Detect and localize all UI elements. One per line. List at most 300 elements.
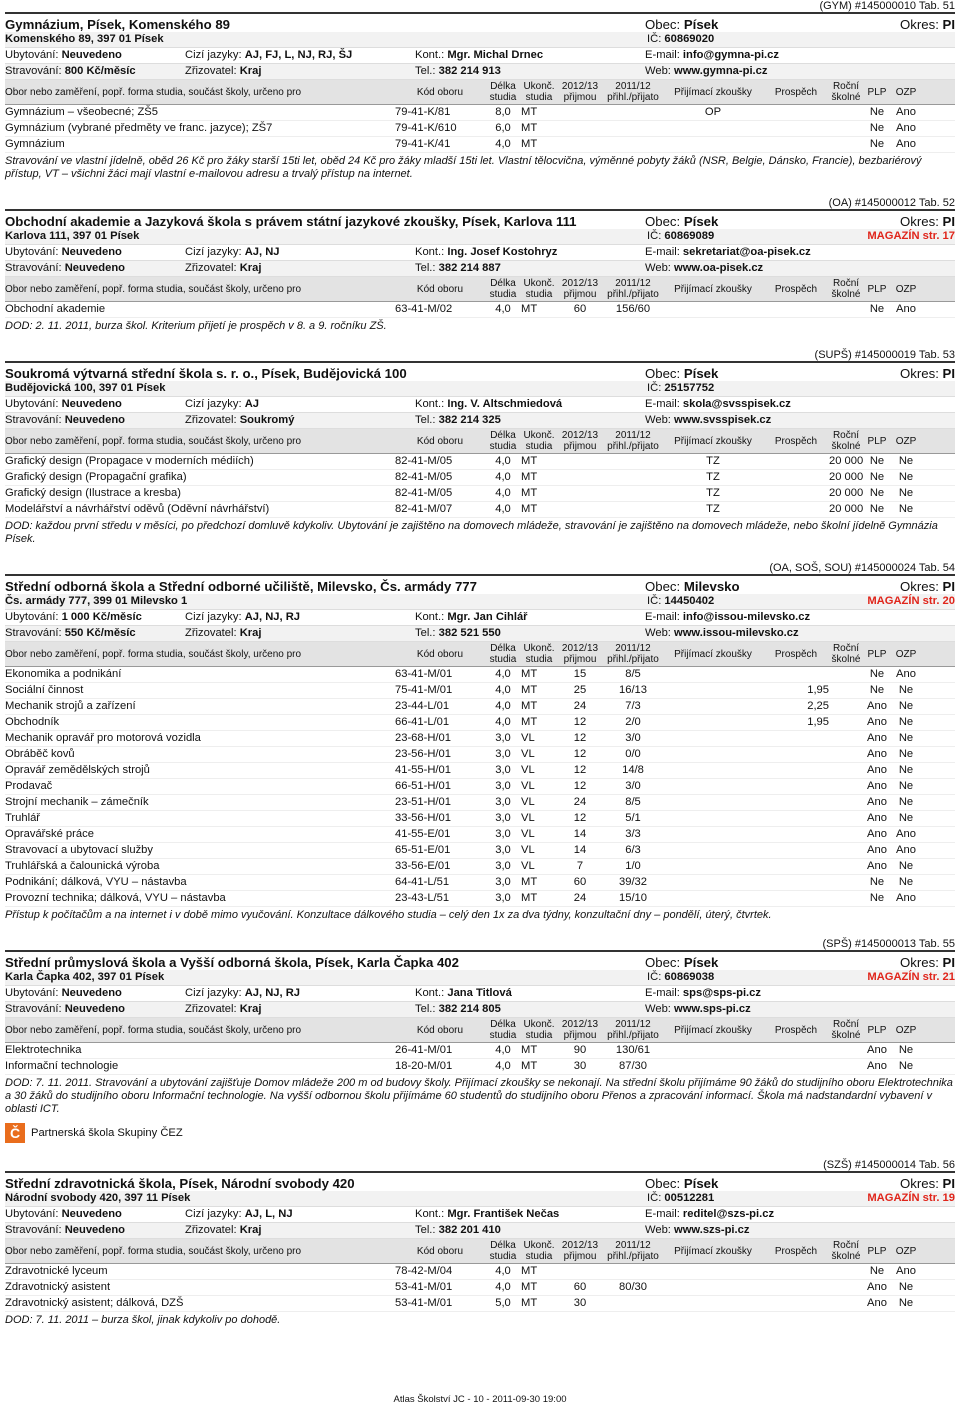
table-cell-dl: 4,0 xyxy=(495,684,511,696)
table-cell-plp: Ano xyxy=(867,716,887,728)
table-cell-ozp: Ne xyxy=(898,487,914,499)
school-title-row xyxy=(5,361,955,381)
kontakt-value: Mgr. František Nečas xyxy=(447,1208,560,1220)
table-cell-name: Sociální činnost xyxy=(5,684,84,696)
ubytovani xyxy=(5,48,185,63)
email-link[interactable]: info@issou-milevsko.cz xyxy=(682,611,811,623)
contact-row-2 xyxy=(5,626,955,642)
table-cell-pz: TZ xyxy=(706,455,720,467)
kontakt-label: Kont.: xyxy=(415,987,448,999)
table-cell-pz: TZ xyxy=(706,487,720,499)
web-link[interactable]: www.oa-pisek.cz xyxy=(674,262,764,274)
ic xyxy=(647,229,835,244)
kontakt xyxy=(415,610,645,625)
kontakt-label: Kont.: xyxy=(415,49,448,61)
contact-row-2 xyxy=(5,261,955,277)
obec-label: Obec: xyxy=(645,366,684,381)
table-cell-ozp: Ne xyxy=(898,1060,914,1072)
table-cell-rs xyxy=(829,779,863,794)
table-row xyxy=(5,747,955,763)
kontakt xyxy=(415,245,645,260)
web-link[interactable]: www.issou-milevsko.cz xyxy=(674,627,799,639)
table-cell-rs xyxy=(829,1264,863,1279)
header-obor: Obor nebo zaměření, popř. forma studia, součást školy, určeno pro xyxy=(5,86,302,98)
table-cell-ozp: Ano xyxy=(896,303,916,315)
cizi-jazyky-value: AJ, NJ xyxy=(244,246,280,258)
table-cell-plp: Ne xyxy=(869,892,885,904)
table-cell-ps xyxy=(763,875,829,890)
header-ukonc: Ukonč. studia xyxy=(523,430,555,452)
header-delka: Délka studia xyxy=(489,81,517,103)
header-delka: Délka studia xyxy=(489,1019,517,1041)
table-cell-ps xyxy=(763,137,829,152)
contact-row-1 xyxy=(5,48,955,64)
school-title: Obchodní akademie a Jazyková škola s právem státní jazykové zkoušky, Písek, Karlova 111 xyxy=(5,214,577,229)
table-cell-plp: Ano xyxy=(867,700,887,712)
school-note: DOD: 7. 11. 2011 – burza škol, jinak kdykoliv po dohodě. xyxy=(5,1314,281,1326)
table-cell-ps xyxy=(763,121,829,136)
table-header xyxy=(5,80,955,105)
table-cell-uk: MT xyxy=(521,876,538,888)
table-cell-plp: Ano xyxy=(867,828,887,840)
cizi-jazyky xyxy=(185,986,415,1001)
table-cell-ps xyxy=(763,811,829,826)
header-prihl: 2011/12 přihl./přijato xyxy=(607,643,659,665)
zrizovatel xyxy=(185,1223,415,1238)
email-link[interactable]: reditel@szs-pi.cz xyxy=(682,1208,775,1220)
web-label: Web: xyxy=(645,65,675,77)
table-row xyxy=(5,1296,955,1312)
table-cell-pp: 39/32 xyxy=(619,876,647,888)
table-cell-pp xyxy=(603,121,663,136)
table-cell-pz xyxy=(663,302,763,317)
magazin-link[interactable]: MAGAZÍN str. 21 xyxy=(867,971,955,983)
cez-logo-icon: Č xyxy=(5,1123,25,1143)
table-cell-ps xyxy=(763,1043,829,1058)
table-cell-uk: VL xyxy=(521,812,535,824)
ic-label: IČ: xyxy=(647,971,665,983)
email xyxy=(645,245,955,260)
table-cell-dl: 3,0 xyxy=(495,780,511,792)
email-link[interactable]: sekretariat@oa-pisek.cz xyxy=(682,246,811,258)
header-kod: Kód oboru xyxy=(416,1024,464,1036)
email-label: E-mail: xyxy=(645,987,683,999)
telefon-label: Tel.: xyxy=(415,627,439,639)
header-ukonc: Ukonč. studia xyxy=(523,643,555,665)
zrizovatel-label: Zřizovatel: xyxy=(185,627,240,639)
zrizovatel-label: Zřizovatel: xyxy=(185,1003,240,1015)
table-cell-rs xyxy=(829,795,863,810)
header-kod: Kód oboru xyxy=(416,283,464,295)
table-cell-pr xyxy=(557,470,603,485)
table-cell-pz xyxy=(663,843,763,858)
header-obor: Obor nebo zaměření, popř. forma studia, součást školy, určeno pro xyxy=(5,648,302,660)
table-cell-plp: Ne xyxy=(869,471,885,483)
table-cell-pp: 15/10 xyxy=(619,892,647,904)
cizi-jazyky-label: Cizí jazyky: xyxy=(185,1208,245,1220)
header-plp: PLP xyxy=(867,1245,887,1257)
table-cell-dl: 3,0 xyxy=(495,892,511,904)
table-cell-plp: Ne xyxy=(869,876,885,888)
web-label: Web: xyxy=(645,1224,675,1236)
table-cell-pr: 12 xyxy=(573,764,587,776)
cizi-jazyky-label: Cizí jazyky: xyxy=(185,398,245,410)
table-cell-plp: Ano xyxy=(867,780,887,792)
address: Karlova 111, 397 01 Písek xyxy=(5,230,140,242)
table-cell-uk: MT xyxy=(521,1044,538,1056)
school-note: DOD: 2. 11. 2011, burza škol. Kriterium přijetí je prospěch v 8. a 9. ročníku ZŠ. xyxy=(5,320,387,332)
header-prihl: 2011/12 přihl./přijato xyxy=(607,1240,659,1262)
table-cell-plp: Ano xyxy=(867,748,887,760)
table-cell-name: Gymnázium – všeobecné; ZŠ5 xyxy=(5,106,158,118)
table-cell-kod: 79-41-K/81 xyxy=(395,106,451,118)
contact-row-2 xyxy=(5,1002,955,1018)
table-row xyxy=(5,683,955,699)
contact-row-1 xyxy=(5,610,955,626)
header-ozp: OZP xyxy=(895,86,917,98)
table-cell-dl: 5,0 xyxy=(495,1297,511,1309)
table-row xyxy=(5,779,955,795)
table-cell-ozp: Ne xyxy=(898,780,914,792)
table-cell-uk: MT xyxy=(521,668,538,680)
header-obor: Obor nebo zaměření, popř. forma studia, součást školy, určeno pro xyxy=(5,435,302,447)
obec-value: Milevsko xyxy=(683,579,740,594)
header-ukonc: Ukonč. studia xyxy=(523,1240,555,1262)
table-cell-uk: VL xyxy=(521,732,535,744)
table-cell-dl: 3,0 xyxy=(495,828,511,840)
table-cell-name: Truhlářská a čalounická výroba xyxy=(5,860,160,872)
stravovani-label: Stravování: xyxy=(5,1224,65,1236)
table-cell-pz xyxy=(663,763,763,778)
zrizovatel-value: Kraj xyxy=(239,1224,262,1236)
header-rocni: Roční školné xyxy=(831,81,861,103)
table-cell-name: Informační technologie xyxy=(5,1060,119,1072)
email-link[interactable]: skola@svsspisek.cz xyxy=(682,398,791,410)
table-cell-ps xyxy=(763,859,829,874)
telefon xyxy=(415,64,645,79)
table-cell-uk: MT xyxy=(521,471,538,483)
table-cell-kod: 82-41-M/05 xyxy=(395,455,453,467)
telefon xyxy=(415,626,645,641)
email-label: E-mail: xyxy=(645,246,683,258)
table-cell-rs xyxy=(829,763,863,778)
table-cell-ozp: Ne xyxy=(898,684,914,696)
table-cell-uk: MT xyxy=(521,455,538,467)
table-cell-rs xyxy=(829,302,863,317)
zrizovatel-label: Zřizovatel: xyxy=(185,262,240,274)
stravovani-value: Neuvedeno xyxy=(64,262,126,274)
table-cell-uk: MT xyxy=(521,122,538,134)
magazin-link[interactable]: MAGAZÍN str. 17 xyxy=(867,230,955,242)
school-title: Soukromá výtvarná střední škola s. r. o., Písek, Budějovická 100 xyxy=(5,366,407,381)
stravovani-label: Stravování: xyxy=(5,414,65,426)
telefon-value: 382 214 913 xyxy=(438,65,501,77)
table-cell-dl: 4,0 xyxy=(495,1044,511,1056)
table-cell-pp: 3/3 xyxy=(625,828,641,840)
header-rocni: Roční školné xyxy=(831,1019,861,1041)
table-cell-kod: 53-41-M/01 xyxy=(395,1281,453,1293)
header-ozp: OZP xyxy=(895,1024,917,1036)
obec xyxy=(645,17,855,32)
table-cell-plp: Ne xyxy=(869,487,885,499)
obec xyxy=(645,1176,855,1191)
ubytovani-label: Ubytování: xyxy=(5,1208,62,1220)
table-cell-ps xyxy=(763,827,829,842)
ubytovani xyxy=(5,986,185,1001)
magazin-link xyxy=(835,381,955,396)
table-cell-dl: 6,0 xyxy=(495,122,511,134)
email xyxy=(645,986,955,1001)
table-cell-ps xyxy=(763,1264,829,1279)
stravovani xyxy=(5,1002,185,1017)
table-cell-name: Strojní mechanik – zámečník xyxy=(5,796,149,808)
table-cell-dl: 4,0 xyxy=(495,503,511,515)
table-row xyxy=(5,454,955,470)
zrizovatel-value: Kraj xyxy=(239,1003,262,1015)
table-cell-pz xyxy=(663,875,763,890)
web xyxy=(645,1002,955,1017)
cizi-jazyky-value: AJ, NJ, RJ xyxy=(244,611,301,623)
table-cell-pz xyxy=(663,699,763,714)
magazin-link[interactable]: MAGAZÍN str. 19 xyxy=(867,1192,955,1204)
table-cell-rs xyxy=(829,1296,863,1311)
web-label: Web: xyxy=(645,262,675,274)
web-label: Web: xyxy=(645,627,675,639)
table-cell-kod: 63-41-M/02 xyxy=(395,303,453,315)
table-cell-ozp: Ne xyxy=(898,876,914,888)
school-title-row xyxy=(5,12,955,32)
address: Národní svobody 420, 397 11 Písek xyxy=(5,1192,191,1204)
table-cell-pz xyxy=(663,667,763,682)
table-cell-ozp: Ano xyxy=(896,668,916,680)
ubytovani-label: Ubytování: xyxy=(5,987,62,999)
zrizovatel-value: Kraj xyxy=(239,627,262,639)
table-cell-plp: Ano xyxy=(867,844,887,856)
table-header xyxy=(5,1018,955,1043)
header-prijmou: 2012/13 přijmou xyxy=(561,1240,599,1262)
table-cell-ps xyxy=(763,1280,829,1295)
web xyxy=(645,261,955,276)
zrizovatel-label: Zřizovatel: xyxy=(185,65,240,77)
web-label: Web: xyxy=(645,414,675,426)
school-entry xyxy=(5,197,955,335)
table-header xyxy=(5,429,955,454)
table-row xyxy=(5,502,955,518)
table-cell-ozp: Ano xyxy=(896,122,916,134)
table-cell-pr: 12 xyxy=(573,748,587,760)
school-ref: (GYM) #145000010 Tab. 51 xyxy=(819,0,955,12)
email xyxy=(645,397,955,412)
telefon-value: 382 214 325 xyxy=(438,414,501,426)
table-cell-ozp: Ano xyxy=(896,844,916,856)
table-cell-pz: TZ xyxy=(706,471,720,483)
okres-value: PI xyxy=(942,366,955,381)
header-delka: Délka studia xyxy=(489,643,517,665)
telefon-value: 382 201 410 xyxy=(438,1224,501,1236)
header-obor: Obor nebo zaměření, popř. forma studia, součást školy, určeno pro xyxy=(5,1024,302,1036)
header-delka: Délka studia xyxy=(489,430,517,452)
stravovani-label: Stravování: xyxy=(5,262,65,274)
table-cell-pp: 14/8 xyxy=(622,764,644,776)
header-ukonc: Ukonč. studia xyxy=(523,81,555,103)
school-title-row xyxy=(5,574,955,594)
table-cell-name: Gymnázium xyxy=(5,138,65,150)
table-cell-ozp: Ne xyxy=(898,700,914,712)
table-row xyxy=(5,121,955,137)
table-cell-uk: MT xyxy=(521,1281,538,1293)
table-cell-name: Modelářství a návrhářství oděvů (Oděvní návrhářství) xyxy=(5,503,270,515)
table-cell-ozp: Ano xyxy=(896,828,916,840)
table-cell-dl: 4,0 xyxy=(495,1281,511,1293)
table-cell-pr: 30 xyxy=(573,1297,587,1309)
web-label: Web: xyxy=(645,1003,675,1015)
partner-label: Partnerská škola Skupiny ČEZ xyxy=(31,1127,183,1139)
obec xyxy=(645,955,855,970)
header-ukonc: Ukonč. studia xyxy=(523,1019,555,1041)
table-cell-ps xyxy=(763,302,829,317)
table-cell-pr: 15 xyxy=(573,668,587,680)
table-cell-uk: MT xyxy=(521,684,538,696)
table-cell-kod: 23-43-L/51 xyxy=(395,892,450,904)
table-cell-ozp: Ne xyxy=(898,1297,914,1309)
table-cell-uk: MT xyxy=(521,700,538,712)
table-cell-uk: VL xyxy=(521,748,535,760)
table-cell-pp xyxy=(603,1264,663,1279)
zrizovatel-label: Zřizovatel: xyxy=(185,1224,240,1236)
table-cell-pz xyxy=(663,1280,763,1295)
kontakt-label: Kont.: xyxy=(415,611,448,623)
obec-value: Písek xyxy=(683,366,719,381)
header-prospech: Prospěch xyxy=(774,86,818,98)
table-cell-ozp: Ne xyxy=(898,764,914,776)
web-link[interactable]: www.szs-pi.cz xyxy=(674,1224,750,1236)
table-cell-pr: 12 xyxy=(573,716,587,728)
zrizovatel xyxy=(185,261,415,276)
table-cell-ozp: Ne xyxy=(898,1281,914,1293)
table-cell-rs xyxy=(829,121,863,136)
table-cell-name: Ekonomika a podnikání xyxy=(5,668,122,680)
table-cell-uk: VL xyxy=(521,764,535,776)
obec-label: Obec: xyxy=(645,1176,684,1191)
header-kod: Kód oboru xyxy=(416,86,464,98)
school-note: Přístup k počítačům a na internet i v době mimo vyučování. Konzultace dálkového studia – celý den 1x za dva týdny, konzultační dny – pondělí, úterý, čtvrtek. xyxy=(5,909,772,921)
obec-value: Písek xyxy=(683,214,719,229)
web-link[interactable]: www.svsspisek.cz xyxy=(674,414,772,426)
kontakt xyxy=(415,397,645,412)
web-link[interactable]: www.sps-pi.cz xyxy=(674,1003,751,1015)
table-cell-rs xyxy=(829,137,863,152)
email-label: E-mail: xyxy=(645,49,683,61)
table-cell-dl: 3,0 xyxy=(495,796,511,808)
header-prihl: 2011/12 přihl./přijato xyxy=(607,81,659,103)
contact-row-1 xyxy=(5,397,955,413)
table-cell-dl: 4,0 xyxy=(495,700,511,712)
table-cell-pr: 14 xyxy=(573,828,587,840)
table-cell-pp: 7/3 xyxy=(625,700,641,712)
kontakt-value: Mgr. Jan Cihlář xyxy=(447,611,528,623)
table-cell-pz xyxy=(663,891,763,906)
stravovani xyxy=(5,64,185,79)
ic-label: IČ: xyxy=(647,1192,665,1204)
table-cell-dl: 4,0 xyxy=(495,1060,511,1072)
header-prihl: 2011/12 přihl./přijato xyxy=(607,430,659,452)
table-cell-kod: 23-51-H/01 xyxy=(395,796,451,808)
okres-value: PI xyxy=(942,1176,955,1191)
table-cell-dl: 3,0 xyxy=(495,732,511,744)
ubytovani-label: Ubytování: xyxy=(5,49,62,61)
table-cell-rs xyxy=(829,747,863,762)
table-cell-pr: 24 xyxy=(573,892,587,904)
table-cell-uk: MT xyxy=(521,106,538,118)
kontakt xyxy=(415,986,645,1001)
contact-row-2 xyxy=(5,1223,955,1239)
table-cell-pz: TZ xyxy=(706,503,720,515)
table-cell-plp: Ne xyxy=(869,1265,885,1277)
stravovani-label: Stravování: xyxy=(5,65,65,77)
table-cell-pz xyxy=(663,1059,763,1074)
email-link[interactable]: info@gymna-pi.cz xyxy=(682,49,779,61)
okres-label: Okres: xyxy=(900,366,943,381)
table-cell-name: Elektrotechnika xyxy=(5,1044,82,1056)
table-cell-rs xyxy=(829,827,863,842)
table-cell-kod: 41-55-H/01 xyxy=(395,764,451,776)
table-row xyxy=(5,1280,955,1296)
telefon-value: 382 521 550 xyxy=(438,627,501,639)
telefon xyxy=(415,1002,645,1017)
web xyxy=(645,64,955,79)
header-kod: Kód oboru xyxy=(416,435,464,447)
okres xyxy=(855,17,955,32)
table-cell-pz: OP xyxy=(704,106,722,118)
okres-value: PI xyxy=(942,579,955,594)
page-footer: Atlas Školství JC - 10 - 2011-09-30 19:00 xyxy=(393,1394,567,1405)
magazin-link[interactable]: MAGAZÍN str. 20 xyxy=(867,595,955,607)
table-cell-dl: 3,0 xyxy=(495,812,511,824)
table-cell-name: Mechanik strojů a zařízení xyxy=(5,700,136,712)
school-title: Střední odborná škola a Střední odborné učiliště, Milevsko, Čs. armády 777 xyxy=(5,579,477,594)
cizi-jazyky-value: AJ xyxy=(244,398,259,410)
contact-row-2 xyxy=(5,64,955,80)
table-cell-ozp: Ne xyxy=(898,860,914,872)
header-kod: Kód oboru xyxy=(416,1245,464,1257)
web-link[interactable]: www.gymna-pi.cz xyxy=(674,65,768,77)
table-cell-pr xyxy=(557,121,603,136)
table-cell-kod: 79-41-K/610 xyxy=(395,122,457,134)
table-cell-pp: 8/5 xyxy=(625,796,641,808)
table-cell-kod: 33-56-E/01 xyxy=(395,860,451,872)
email xyxy=(645,610,955,625)
email-label: E-mail: xyxy=(645,398,683,410)
table-cell-kod: 82-41-M/05 xyxy=(395,487,453,499)
table-cell-plp: Ne xyxy=(869,138,885,150)
kontakt xyxy=(415,1207,645,1222)
email-link[interactable]: sps@sps-pi.cz xyxy=(682,987,761,999)
ubytovani xyxy=(5,610,185,625)
header-prospech: Prospěch xyxy=(774,1024,818,1036)
table-cell-kod: 23-44-L/01 xyxy=(395,700,450,712)
table-cell-pr xyxy=(557,454,603,469)
table-cell-pp: 87/30 xyxy=(619,1060,647,1072)
table-cell-pp: 6/3 xyxy=(625,844,641,856)
table-cell-name: Stravovací a ubytovací služby xyxy=(5,844,153,856)
school-note: DOD: 7. 11. 2011. Stravování a ubytování zajišťuje Domov mládeže 200 m od budovy školy. Přijímací zkoušky se nekonají. Na střední školu přijímáme 90 žáků do studijního oboru Elektrotechnika a 30 žáků do studijního oboru Informační technologie. Na vyšší odbornou školu přijímáme 60 studentů do studijního oboru Přenos a zpracování informací. Škola má nadstandardní vybavení v oblasti ICT. xyxy=(5,1077,953,1115)
table-cell-pr xyxy=(557,502,603,517)
table-cell-ps xyxy=(763,731,829,746)
table-cell-plp: Ne xyxy=(869,106,885,118)
table-cell-name: Grafický design (Ilustrace a kresba) xyxy=(5,487,181,499)
table-cell-pr xyxy=(557,137,603,152)
ic-label: IČ: xyxy=(647,595,665,607)
